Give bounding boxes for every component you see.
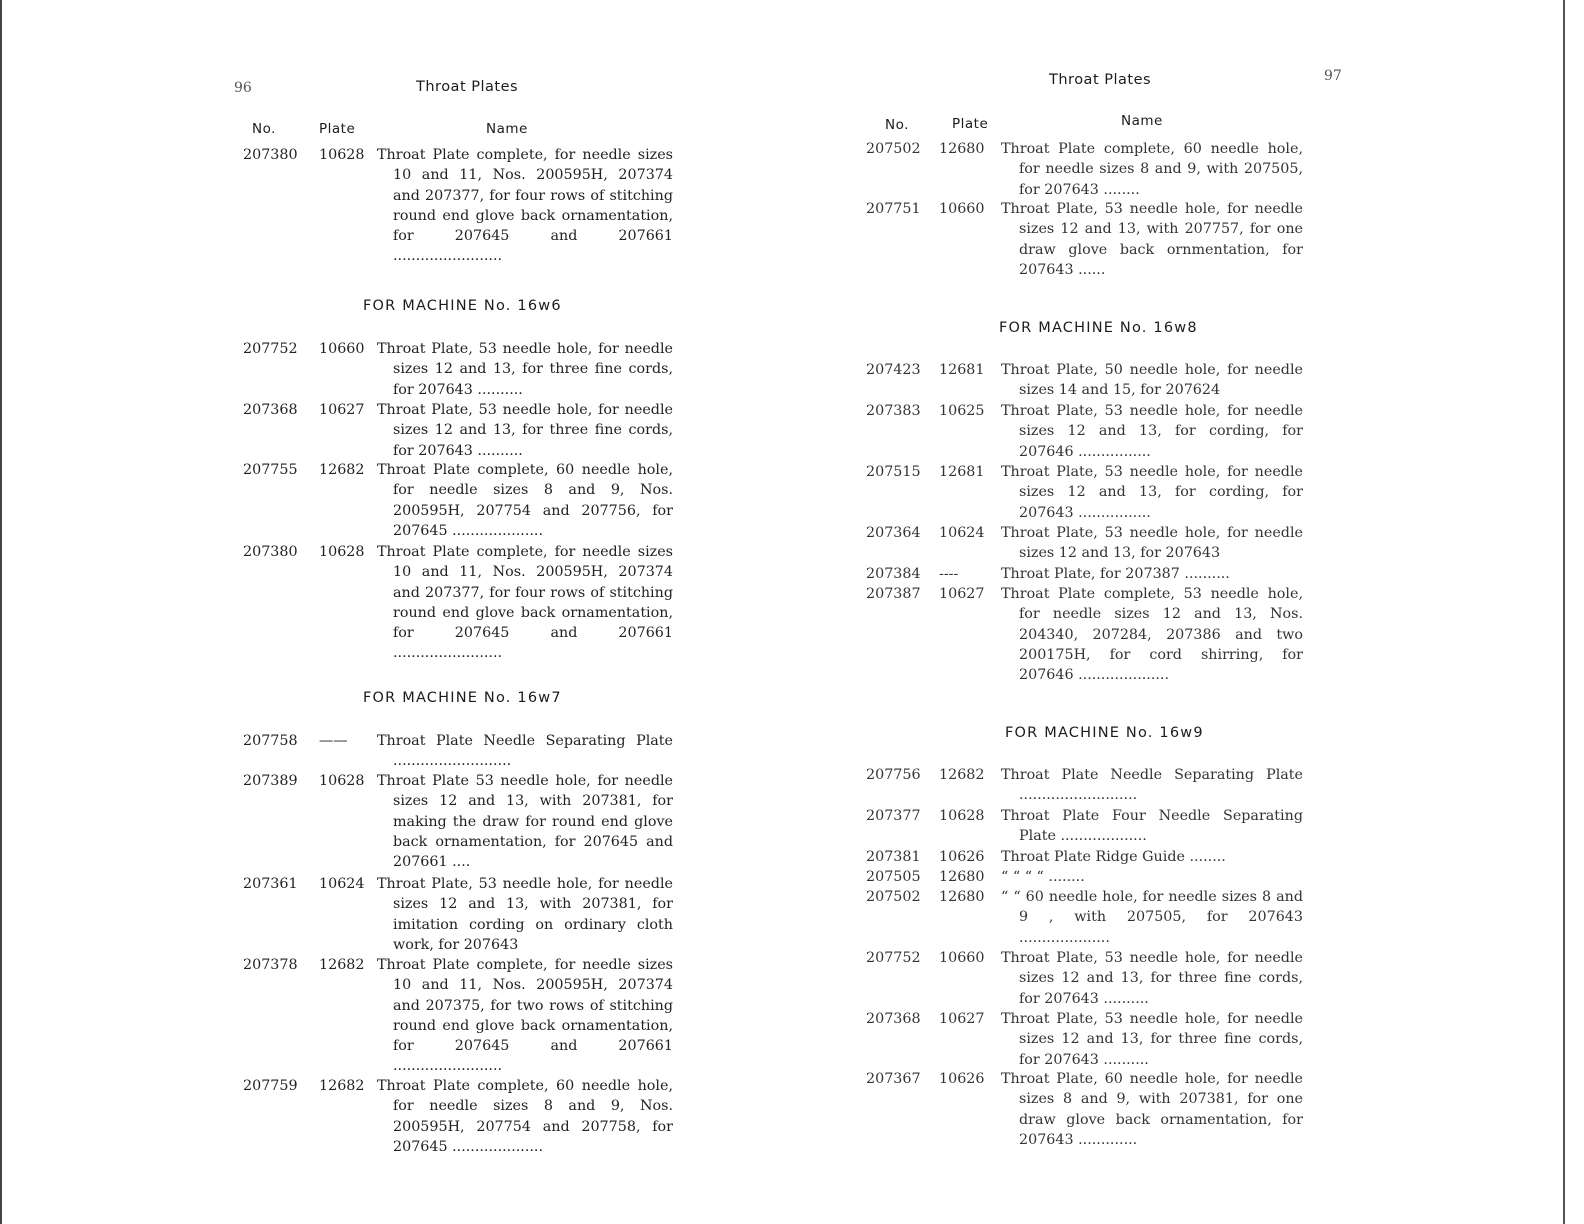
entry-description: Throat Plate, 53 needle hole, for needle sizes 12 and 13, with 207757, for one draw glove back ornmentation, for 207643 ......: [1001, 201, 1303, 278]
entry-description: Throat Plate Needle Separating Plate ..........................: [1001, 767, 1303, 804]
entry-plate: 12681: [939, 464, 985, 480]
entry-number: 207752: [866, 950, 921, 966]
entry-plate: 12680: [939, 889, 985, 905]
entry-number: 207380: [243, 544, 298, 560]
entry-plate: 12682: [939, 767, 985, 783]
entry-plate: 10627: [319, 402, 365, 418]
entry-plate: 10627: [939, 1011, 985, 1027]
entry-number: 207368: [866, 1011, 921, 1027]
section-heading: FOR MACHINE No. 16w9: [1005, 725, 1204, 741]
entry-description: “ “ “ “ ........: [1001, 869, 1085, 885]
page-number: 97: [1324, 68, 1342, 84]
column-header-plate: Plate: [952, 116, 989, 132]
entry-description: Throat Plate complete, 53 needle hole, for needle sizes 12 and 13, Nos. 204340, 207284, 207386 and two 200175H, for cord shirring, for 207646 ....................: [1001, 586, 1303, 684]
entry-plate: 12682: [319, 957, 365, 973]
entry-plate: 10660: [319, 341, 365, 357]
entry-plate: ——: [319, 733, 348, 749]
entry-plate: 10660: [939, 950, 985, 966]
entry-plate: 10628: [319, 773, 365, 789]
entry-number: 207759: [243, 1078, 298, 1094]
entry-plate: 10628: [939, 808, 985, 824]
entry-number: 207756: [866, 767, 921, 783]
entry-number: 207502: [866, 889, 921, 905]
column-header-name: Name: [486, 121, 528, 137]
entry-description: Throat Plate Ridge Guide ........: [1001, 849, 1226, 865]
entry-description: “ “ 60 needle hole, for needle sizes 8 and 9 , with 207505, for 207643 ....................: [1001, 889, 1303, 946]
entry-description: Throat Plate, 53 needle hole, for needle sizes 12 and 13, with 207381, for imitation cording on ordinary cloth work, for 207643: [377, 876, 673, 953]
entry-plate: 10625: [939, 403, 985, 419]
entry-number: 207751: [866, 201, 921, 217]
column-header-no: No.: [885, 117, 909, 133]
entry-description: Throat Plate complete, 60 needle hole, for needle sizes 8 and 9, with 207505, for 207643 ........: [1001, 141, 1303, 198]
entry-description: Throat Plate complete, for needle sizes 10 and 11, Nos. 200595H, 207374 and 207375, for two rows of stitching round end glove back ornamentation, for 207645 and 207661 ........................: [377, 957, 673, 1075]
entry-description: Throat Plate, 53 needle hole, for needle sizes 12 and 13, for 207643: [1001, 525, 1303, 562]
entry-description: Throat Plate 53 needle hole, for needle sizes 12 and 13, with 207381, for making the draw for round end glove back ornamentation, for 207645 and 207661 ....: [377, 773, 673, 871]
entry-description: Throat Plate complete, for needle sizes 10 and 11, Nos. 200595H, 207374 and 207377, for four rows of stitching round end glove back ornamentation, for 207645 and 207661 ........................: [377, 147, 673, 265]
entry-number: 207384: [866, 566, 921, 582]
entry-plate: 10626: [939, 1071, 985, 1087]
page-title: Throat Plates: [416, 79, 519, 95]
entry-description: Throat Plate complete, for needle sizes 10 and 11, Nos. 200595H, 207374 and 207377, for four rows of stitching round end glove back ornamentation, for 207645 and 207661 ........................: [377, 544, 673, 662]
right-binding-edge: [1563, 0, 1565, 1224]
entry-plate: 10628: [319, 544, 365, 560]
section-heading: FOR MACHINE No. 16w8: [999, 320, 1198, 336]
left-binding-edge: [0, 0, 2, 1224]
entry-description: Throat Plate, 53 needle hole, for needle sizes 12 and 13, for three fine cords, for 207643 ..........: [377, 402, 673, 459]
entry-description: Throat Plate, 53 needle hole, for needle sizes 12 and 13, for three fine cords, for 207643 ..........: [377, 341, 673, 398]
entry-description: Throat Plate Four Needle Separating Plate ...................: [1001, 808, 1303, 845]
entry-number: 207505: [866, 869, 921, 885]
entry-number: 207361: [243, 876, 298, 892]
entry-plate: 12681: [939, 362, 985, 378]
page-number: 96: [234, 80, 252, 96]
section-heading: FOR MACHINE No. 16w7: [363, 690, 562, 706]
column-header-name: Name: [1121, 113, 1163, 129]
entry-plate: 10660: [939, 201, 985, 217]
entry-description: Throat Plate, for 207387 ..........: [1001, 566, 1230, 582]
entry-plate: 10628: [319, 147, 365, 163]
page-title: Throat Plates: [1049, 72, 1152, 88]
entry-number: 207387: [866, 586, 921, 602]
entry-number: 207364: [866, 525, 921, 541]
column-header-plate: Plate: [319, 121, 356, 137]
entry-number: 207758: [243, 733, 298, 749]
entry-number: 207383: [866, 403, 921, 419]
entry-number: 207423: [866, 362, 921, 378]
section-heading: FOR MACHINE No. 16w6: [363, 298, 562, 314]
entry-plate: 10626: [939, 849, 985, 865]
column-header-no: No.: [252, 121, 276, 137]
entry-description: Throat Plate, 53 needle hole, for needle sizes 12 and 13, for cording, for 207646 ................: [1001, 403, 1303, 460]
entry-number: 207378: [243, 957, 298, 973]
entry-plate: 10627: [939, 586, 985, 602]
entry-description: Throat Plate complete, 60 needle hole, for needle sizes 8 and 9, Nos. 200595H, 207754 and 207756, for 207645 ....................: [377, 462, 673, 539]
entry-plate: ----: [939, 566, 959, 582]
entry-plate: 12682: [319, 1078, 365, 1094]
entry-description: Throat Plate, 50 needle hole, for needle sizes 14 and 15, for 207624: [1001, 362, 1303, 399]
entry-description: Throat Plate, 53 needle hole, for needle sizes 12 and 13, for three fine cords, for 207643 ..........: [1001, 1011, 1303, 1068]
entry-number: 207377: [866, 808, 921, 824]
entry-plate: 10624: [939, 525, 985, 541]
left-page: [230, 0, 673, 1224]
entry-plate: 12682: [319, 462, 365, 478]
entry-number: 207752: [243, 341, 298, 357]
entry-plate: 12680: [939, 141, 985, 157]
entry-number: 207502: [866, 141, 921, 157]
entry-number: 207389: [243, 773, 298, 789]
entry-description: Throat Plate, 53 needle hole, for needle sizes 12 and 13, for three fine cords, for 207643 ..........: [1001, 950, 1303, 1007]
entry-number: 207381: [866, 849, 921, 865]
entry-description: Throat Plate Needle Separating Plate ..........................: [377, 733, 673, 770]
entry-number: 207755: [243, 462, 298, 478]
entry-description: Throat Plate, 53 needle hole, for needle sizes 12 and 13, for cording, for 207643 ................: [1001, 464, 1303, 521]
entry-description: Throat Plate, 60 needle hole, for needle sizes 8 and 9, with 207381, for one draw glove back ornamentation, for 207643 .............: [1001, 1071, 1303, 1148]
entry-plate: 12680: [939, 869, 985, 885]
entry-number: 207368: [243, 402, 298, 418]
entry-number: 207380: [243, 147, 298, 163]
entry-number: 207515: [866, 464, 921, 480]
entry-plate: 10624: [319, 876, 365, 892]
entry-number: 207367: [866, 1071, 921, 1087]
entry-description: Throat Plate complete, 60 needle hole, for needle sizes 8 and 9, Nos. 200595H, 207754 and 207758, for 207645 ....................: [377, 1078, 673, 1155]
right-page: [866, 0, 1356, 1224]
